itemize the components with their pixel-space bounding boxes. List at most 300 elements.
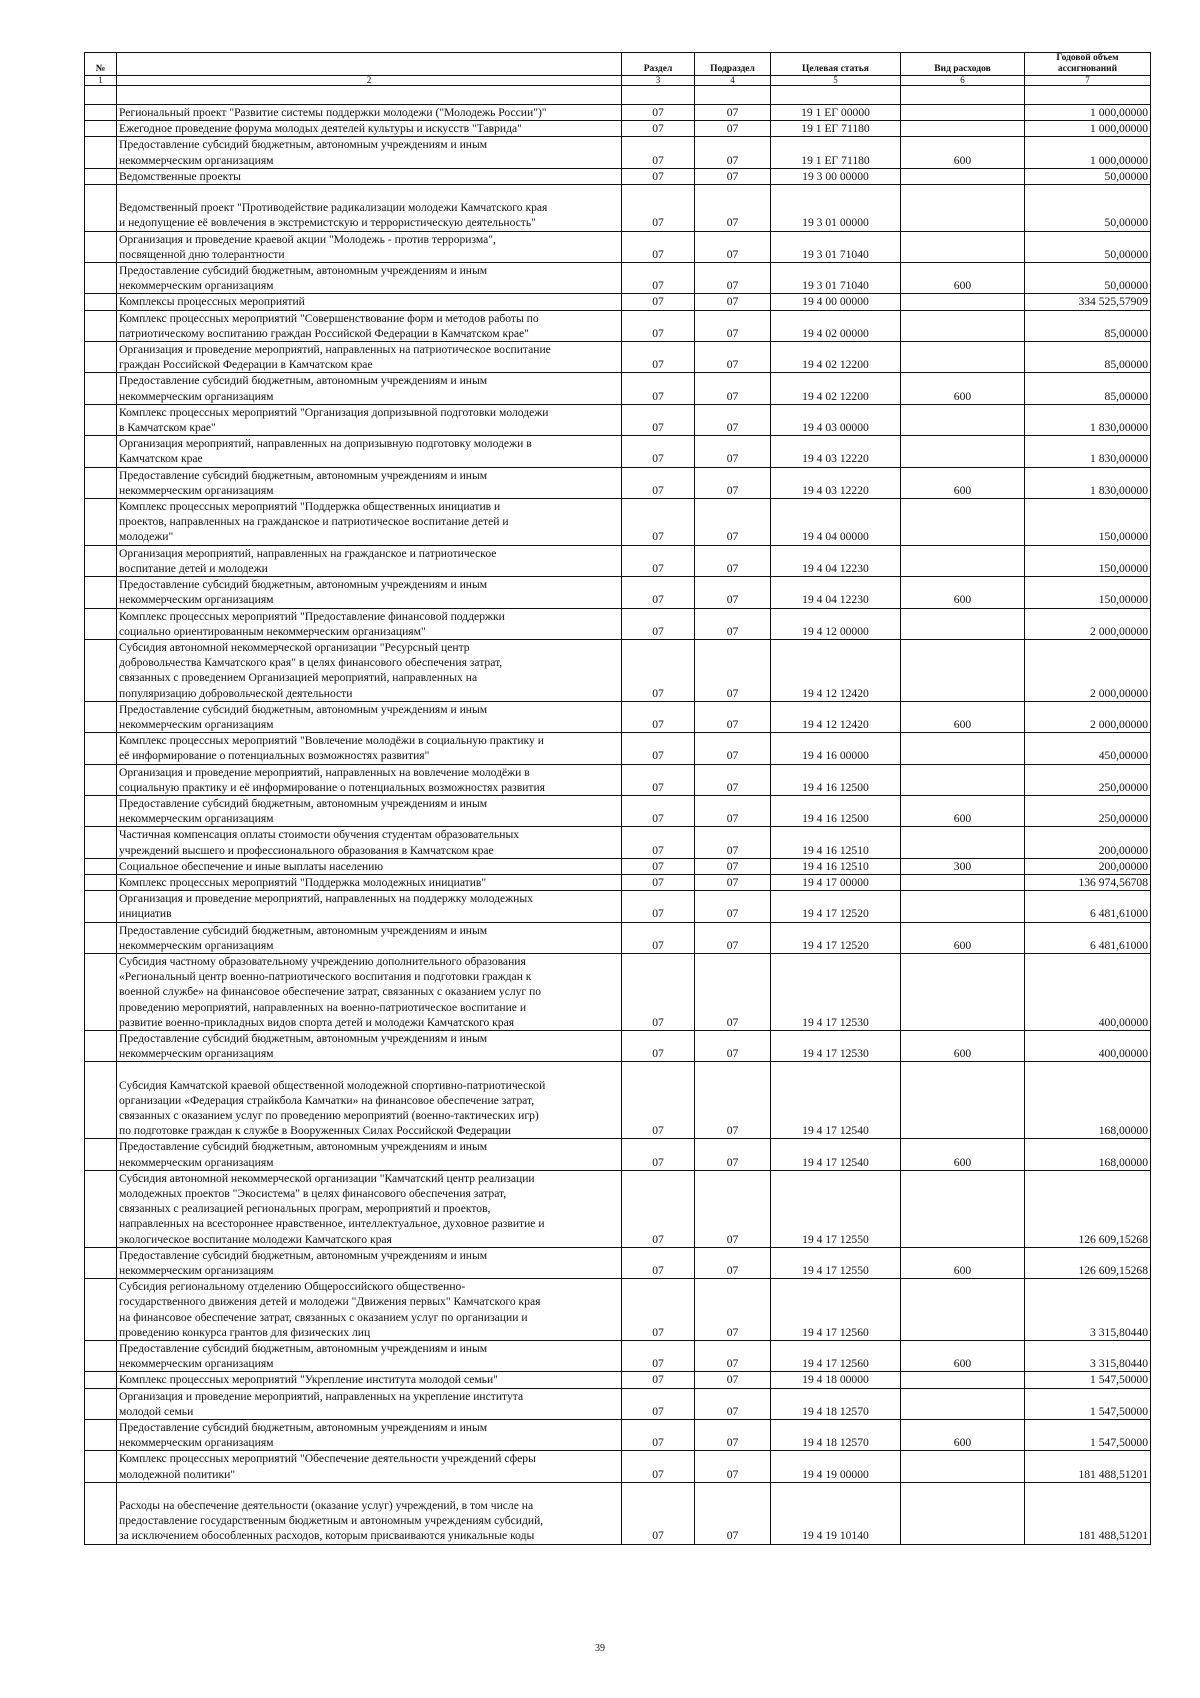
row-podrazdel-cell: 07 [695,1372,771,1388]
row-name-cell: Комплекс процессных мероприятий "Совершенствование форм и методов работы по патриотическому воспитанию граждан Российской Федерации в Камчатском крае" [117,310,622,341]
row-vid-cell [901,231,1025,262]
row-vid-cell [901,733,1025,764]
row-celevaya-cell: 19 4 17 12560 [771,1341,901,1372]
row-razdel-cell: 07 [622,1372,695,1388]
row-podrazdel-cell: 07 [695,105,771,121]
table-row [85,1341,1151,1372]
row-podrazdel-cell: 07 [695,373,771,404]
row-podrazdel-cell: 07 [695,577,771,608]
row-sum-cell: 85,00000 [1025,310,1151,341]
row-name-cell: Комплексы процессных мероприятий [117,294,622,310]
row-celevaya-cell: 19 3 01 71040 [771,231,901,262]
row-celevaya-cell: 19 4 16 12500 [771,764,901,795]
row-razdel-cell: 07 [622,874,695,890]
row-razdel-cell: 07 [622,1420,695,1451]
row-name-cell: Предоставление субсидий бюджетным, автономным учреждениям и иным некоммерческим организациям [117,922,622,953]
row-celevaya-cell: 19 4 17 12540 [771,1062,901,1139]
row-number-cell [85,121,117,137]
row-number-cell [85,168,117,184]
row-name-cell: Региональный проект "Развитие системы поддержки молодежи ("Молодежь России")" [117,105,622,121]
row-razdel-cell: 07 [622,953,695,1030]
table-row [85,1170,1151,1247]
row-sum-cell: 400,00000 [1025,953,1151,1030]
row-razdel-cell: 07 [622,499,695,546]
row-sum-cell: 200,00000 [1025,827,1151,858]
row-celevaya-cell: 19 4 04 12230 [771,577,901,608]
table-row [85,639,1151,701]
row-name-cell: Организация и проведение мероприятий, направленных на поддержку молодежных инициатив [117,891,622,922]
row-number-cell [85,404,117,435]
row-number-cell [85,373,117,404]
row-vid-cell [901,499,1025,546]
row-razdel-cell: 07 [622,1451,695,1482]
row-podrazdel-cell: 07 [695,1279,771,1341]
table-row [85,499,1151,546]
row-razdel-cell: 07 [622,105,695,121]
row-razdel-cell: 07 [622,1170,695,1247]
table-row [85,1451,1151,1482]
column-number: 4 [695,76,771,86]
row-sum-cell: 50,00000 [1025,185,1151,232]
row-sum-cell: 181 488,51201 [1025,1482,1151,1544]
row-razdel-cell: 07 [622,827,695,858]
row-razdel-cell: 07 [622,294,695,310]
row-podrazdel-cell: 07 [695,404,771,435]
row-name-cell: Комплекс процессных мероприятий "Вовлечение молодёжи в социальную практику и её информирование о потенциальных возможностях развития" [117,733,622,764]
row-number-cell [85,1139,117,1170]
row-sum-cell: 85,00000 [1025,373,1151,404]
row-podrazdel-cell: 07 [695,922,771,953]
row-celevaya-cell: 19 4 18 12570 [771,1420,901,1451]
row-number-cell [85,105,117,121]
table-row [85,310,1151,341]
row-number-cell [85,342,117,373]
table-row [85,577,1151,608]
row-podrazdel-cell: 07 [695,1062,771,1139]
row-sum-cell: 150,00000 [1025,499,1151,546]
row-celevaya-cell: 19 4 17 12540 [771,1139,901,1170]
row-sum-cell: 1 000,00000 [1025,121,1151,137]
budget-sheet [84,52,1150,1545]
row-vid-cell [901,185,1025,232]
row-number-cell [85,1279,117,1341]
row-celevaya-cell: 19 1 ЕГ 71180 [771,137,901,168]
row-number-cell [85,185,117,232]
row-sum-cell: 50,00000 [1025,263,1151,294]
row-vid-cell [901,1451,1025,1482]
row-celevaya-cell: 19 4 19 10140 [771,1482,901,1544]
row-name-cell: Комплекс процессных мероприятий "Обеспечение деятельности учреждений сферы молодежной политики" [117,1451,622,1482]
row-sum-cell: 1 830,00000 [1025,404,1151,435]
row-podrazdel-cell: 07 [695,1139,771,1170]
row-sum-cell: 2 000,00000 [1025,608,1151,639]
row-razdel-cell: 07 [622,121,695,137]
row-name-cell: Комплекс процессных мероприятий "Поддержка общественных инициатив и проектов, направленных на гражданское и патриотическое воспитание детей и молодежи" [117,499,622,546]
row-celevaya-cell: 19 4 03 12220 [771,467,901,498]
row-razdel-cell: 07 [622,1062,695,1139]
row-sum-cell: 1 547,50000 [1025,1388,1151,1419]
row-celevaya-cell: 19 4 16 12510 [771,827,901,858]
row-name-cell: Субсидия частному образовательному учреждению дополнительного образования «Региональный центр военно-патриотического воспитания и подготовки граждан к военной службе» на финансовое обеспечение затрат, связанных с оказанием услуг по проведению мероприятий, направленных на военно-патриотическое воспитание и развитие военно-прикладных видов спорта детей и молодежи Камчатского края [117,953,622,1030]
table-row [85,436,1151,467]
row-podrazdel-cell: 07 [695,168,771,184]
row-podrazdel-cell: 07 [695,1482,771,1544]
row-sum-cell: 136 974,56708 [1025,874,1151,890]
table-row [85,168,1151,184]
row-podrazdel-cell: 07 [695,858,771,874]
row-razdel-cell: 07 [622,764,695,795]
row-podrazdel-cell: 07 [695,874,771,890]
row-name-cell: Организация и проведение краевой акции "Молодежь - против терроризма", посвященной дню толерантности [117,231,622,262]
row-razdel-cell: 07 [622,185,695,232]
row-sum-cell: 250,00000 [1025,764,1151,795]
row-sum-cell: 85,00000 [1025,342,1151,373]
row-sum-cell: 450,00000 [1025,733,1151,764]
row-name-cell: Ведомственный проект "Противодействие радикализации молодежи Камчатского края и недопущение её вовлечения в экстремистскую и террористическую деятельность" [117,185,622,232]
row-razdel-cell: 07 [622,858,695,874]
row-celevaya-cell: 19 4 03 00000 [771,404,901,435]
row-number-cell [85,137,117,168]
row-razdel-cell: 07 [622,1279,695,1341]
row-celevaya-cell: 19 4 17 12530 [771,1030,901,1061]
row-number-cell [85,310,117,341]
table-row [85,373,1151,404]
row-podrazdel-cell: 07 [695,701,771,732]
row-name-cell: Частичная компенсация оплаты стоимости обучения студентам образовательных учреждений высшего и профессионального образования в Камчатском крае [117,827,622,858]
table-row [85,1030,1151,1061]
row-sum-cell: 1 000,00000 [1025,137,1151,168]
row-razdel-cell: 07 [622,342,695,373]
row-razdel-cell: 07 [622,701,695,732]
row-vid-cell [901,168,1025,184]
table-row [85,874,1151,890]
row-name-cell: Комплекс процессных мероприятий "Организация допризывной подготовки молодежи в Камчатском крае" [117,404,622,435]
row-sum-cell: 126 609,15268 [1025,1170,1151,1247]
table-row [85,467,1151,498]
row-vid-cell [901,764,1025,795]
row-celevaya-cell: 19 4 17 12520 [771,891,901,922]
row-sum-cell: 126 609,15268 [1025,1247,1151,1278]
row-vid-cell: 600 [901,467,1025,498]
row-podrazdel-cell: 07 [695,121,771,137]
header-razdel: Раздел [622,53,695,76]
row-vid-cell [901,294,1025,310]
budget-table [84,52,1151,1545]
column-number: 6 [901,76,1025,86]
row-celevaya-cell: 19 3 01 71040 [771,263,901,294]
row-razdel-cell: 07 [622,1341,695,1372]
header-name [117,53,622,76]
row-razdel-cell: 07 [622,373,695,404]
table-row [85,545,1151,576]
row-number-cell [85,1062,117,1139]
row-podrazdel-cell: 07 [695,294,771,310]
table-row [85,137,1151,168]
row-razdel-cell: 07 [622,922,695,953]
row-podrazdel-cell: 07 [695,231,771,262]
row-razdel-cell: 07 [622,168,695,184]
row-vid-cell [901,1482,1025,1544]
row-number-cell [85,1247,117,1278]
row-podrazdel-cell: 07 [695,891,771,922]
row-vid-cell [901,891,1025,922]
row-celevaya-cell: 19 4 16 12510 [771,858,901,874]
header-godovoy-obem: Годовой объем ассигнований [1025,53,1151,76]
row-podrazdel-cell: 07 [695,1341,771,1372]
row-celevaya-cell: 19 4 16 12500 [771,795,901,826]
row-number-cell [85,467,117,498]
row-razdel-cell: 07 [622,545,695,576]
row-celevaya-cell: 19 4 02 12200 [771,342,901,373]
row-number-cell [85,874,117,890]
column-number: 7 [1025,76,1151,86]
column-number-row [85,76,1151,86]
row-razdel-cell: 07 [622,577,695,608]
row-name-cell: Социальное обеспечение и иные выплаты населению [117,858,622,874]
spacer-row [85,86,1151,105]
column-number: 3 [622,76,695,86]
row-name-cell: Предоставление субсидий бюджетным, автономным учреждениям и иным некоммерческим организациям [117,795,622,826]
table-row [85,1372,1151,1388]
row-razdel-cell: 07 [622,608,695,639]
row-vid-cell: 600 [901,373,1025,404]
row-podrazdel-cell: 07 [695,137,771,168]
row-celevaya-cell: 19 4 16 00000 [771,733,901,764]
row-celevaya-cell: 19 4 00 00000 [771,294,901,310]
table-row [85,1279,1151,1341]
row-razdel-cell: 07 [622,137,695,168]
row-number-cell [85,795,117,826]
column-number: 1 [85,76,117,86]
row-number-cell [85,499,117,546]
row-podrazdel-cell: 07 [695,263,771,294]
table-row [85,231,1151,262]
row-razdel-cell: 07 [622,1388,695,1419]
row-vid-cell: 300 [901,858,1025,874]
row-number-cell [85,1341,117,1372]
table-row [85,105,1151,121]
header-celevaya-statya: Целевая статья [771,53,901,76]
row-name-cell: Организация и проведение мероприятий, направленных на патриотическое воспитание граждан Российской Федерации в Камчатском крае [117,342,622,373]
table-row [85,608,1151,639]
table-row [85,795,1151,826]
row-celevaya-cell: 19 4 02 12200 [771,373,901,404]
row-podrazdel-cell: 07 [695,1030,771,1061]
table-row [85,263,1151,294]
row-number-cell [85,545,117,576]
header-podrazdel: Подраздел [695,53,771,76]
row-podrazdel-cell: 07 [695,764,771,795]
row-razdel-cell: 07 [622,1139,695,1170]
row-celevaya-cell: 19 4 04 00000 [771,499,901,546]
row-name-cell: Ведомственные проекты [117,168,622,184]
row-name-cell: Предоставление субсидий бюджетным, автономным учреждениям и иным некоммерческим организациям [117,1341,622,1372]
row-number-cell [85,436,117,467]
row-celevaya-cell: 19 4 17 00000 [771,874,901,890]
row-vid-cell: 600 [901,577,1025,608]
row-vid-cell [901,1279,1025,1341]
row-name-cell: Организация и проведение мероприятий, направленных на укрепление института молодой семьи [117,1388,622,1419]
row-sum-cell: 400,00000 [1025,1030,1151,1061]
row-vid-cell: 600 [901,1030,1025,1061]
table-row [85,858,1151,874]
row-name-cell: Субсидия Камчатской краевой общественной молодежной спортивно-патриотической организации «Федерация страйкбола Камчатки» на финансовое обеспечение затрат, связанных с оказанием услуг по проведению мероприятий (военно-тактических игр) по подготовке граждан к службе в Вооруженных Силах Российской Федерации [117,1062,622,1139]
row-podrazdel-cell: 07 [695,1451,771,1482]
row-vid-cell [901,121,1025,137]
row-podrazdel-cell: 07 [695,499,771,546]
row-vid-cell: 600 [901,701,1025,732]
row-number-cell [85,231,117,262]
row-number-cell [85,639,117,701]
row-celevaya-cell: 19 4 17 12530 [771,953,901,1030]
row-celevaya-cell: 19 4 02 00000 [771,310,901,341]
table-row [85,764,1151,795]
row-number-cell [85,1372,117,1388]
row-name-cell: Организация мероприятий, направленных на допризывную подготовку молодежи в Камчатском крае [117,436,622,467]
row-name-cell: Предоставление субсидий бюджетным, автономным учреждениям и иным некоммерческим организациям [117,1030,622,1061]
row-sum-cell: 150,00000 [1025,577,1151,608]
table-row [85,701,1151,732]
row-name-cell: Предоставление субсидий бюджетным, автономным учреждениям и иным некоммерческим организациям [117,373,622,404]
row-vid-cell [901,953,1025,1030]
table-row [85,404,1151,435]
row-vid-cell [901,545,1025,576]
row-celevaya-cell: 19 3 01 00000 [771,185,901,232]
row-vid-cell: 600 [901,137,1025,168]
row-vid-cell [901,436,1025,467]
row-sum-cell: 50,00000 [1025,231,1151,262]
row-sum-cell: 3 315,80440 [1025,1279,1151,1341]
row-number-cell [85,1030,117,1061]
row-sum-cell: 1 547,50000 [1025,1372,1151,1388]
row-name-cell: Предоставление субсидий бюджетным, автономным учреждениям и иным некоммерческим организациям [117,1139,622,1170]
row-razdel-cell: 07 [622,639,695,701]
row-razdel-cell: 07 [622,436,695,467]
row-celevaya-cell: 19 4 12 12420 [771,639,901,701]
table-body [85,86,1151,1545]
header-vid-raskhodov: Вид расходов [901,53,1025,76]
table-row [85,953,1151,1030]
row-podrazdel-cell: 07 [695,795,771,826]
row-name-cell: Предоставление субсидий бюджетным, автономным учреждениям и иным некоммерческим организациям [117,137,622,168]
row-name-cell: Комплекс процессных мероприятий "Предоставление финансовой поддержки социально ориентированным некоммерческим организациям" [117,608,622,639]
row-name-cell: Комплекс процессных мероприятий "Укрепление института молодой семьи" [117,1372,622,1388]
row-number-cell [85,1451,117,1482]
row-sum-cell: 50,00000 [1025,168,1151,184]
row-celevaya-cell: 19 4 18 00000 [771,1372,901,1388]
row-name-cell: Ежегодное проведение форума молодых деятелей культуры и искусств "Таврида" [117,121,622,137]
row-vid-cell: 600 [901,263,1025,294]
row-razdel-cell: 07 [622,733,695,764]
table-row [85,1139,1151,1170]
header-num: № [85,53,117,76]
row-razdel-cell: 07 [622,404,695,435]
row-celevaya-cell: 19 4 19 00000 [771,1451,901,1482]
row-sum-cell: 250,00000 [1025,795,1151,826]
row-vid-cell [901,639,1025,701]
row-number-cell [85,1420,117,1451]
row-podrazdel-cell: 07 [695,1247,771,1278]
row-razdel-cell: 07 [622,467,695,498]
row-name-cell: Субсидия автономной некоммерческой организации "Камчатский центр реализации молодежных проектов "Экосистема" в целях финансового обеспечения затрат, связанных с реализацией региональных програм, мероприятий и проектов, направленных на всестороннее нравственное, интеллектуальное, духовное развитие и экологическое воспитание молодежи Камчатского края [117,1170,622,1247]
row-sum-cell: 150,00000 [1025,545,1151,576]
row-vid-cell [901,874,1025,890]
row-razdel-cell: 07 [622,891,695,922]
row-name-cell: Организация и проведение мероприятий, направленных на вовлечение молодёжи в социальную практику и её информирование о потенциальных возможностях развития [117,764,622,795]
row-number-cell [85,1482,117,1544]
row-celevaya-cell: 19 4 12 12420 [771,701,901,732]
row-name-cell: Предоставление субсидий бюджетным, автономным учреждениям и иным некоммерческим организациям [117,1247,622,1278]
row-name-cell: Расходы на обеспечение деятельности (оказание услуг) учреждений, в том числе на предоставление государственным бюджетным и автономным учреждениям субсидий, за исключением обособленных расходов, которым присваиваются уникальные коды [117,1482,622,1544]
table-row [85,1062,1151,1139]
row-number-cell [85,733,117,764]
row-number-cell [85,608,117,639]
row-sum-cell: 334 525,57909 [1025,294,1151,310]
row-celevaya-cell: 19 4 17 12550 [771,1170,901,1247]
row-podrazdel-cell: 07 [695,733,771,764]
row-sum-cell: 6 481,61000 [1025,891,1151,922]
row-razdel-cell: 07 [622,1030,695,1061]
row-podrazdel-cell: 07 [695,185,771,232]
row-celevaya-cell: 19 3 00 00000 [771,168,901,184]
row-razdel-cell: 07 [622,231,695,262]
row-vid-cell [901,105,1025,121]
row-name-cell: Предоставление субсидий бюджетным, автономным учреждениям и иным некоммерческим организациям [117,263,622,294]
table-row [85,185,1151,232]
row-name-cell: Субсидия региональному отделению Общероссийского общественно- государственного движения детей и молодежи "Движения первых" Камчатского края на финансовое обеспечение затрат, связанных с оказанием услуг по организации и проведению конкурса грантов для физических лиц [117,1279,622,1341]
header-row [85,53,1151,76]
row-name-cell: Субсидия автономной некоммерческой организации "Ресурсный центр добровольчества Камчатского края" в целях финансового обеспечения затрат, связанных с проведением Организацией мероприятий, направленных на популяризацию добровольческой деятельности [117,639,622,701]
table-row [85,1420,1151,1451]
row-name-cell: Предоставление субсидий бюджетным, автономным учреждениям и иным некоммерческим организациям [117,467,622,498]
row-celevaya-cell: 19 4 03 12220 [771,436,901,467]
row-razdel-cell: 07 [622,1482,695,1544]
row-name-cell: Предоставление субсидий бюджетным, автономным учреждениям и иным некоммерческим организациям [117,1420,622,1451]
row-celevaya-cell: 19 4 18 12570 [771,1388,901,1419]
row-vid-cell: 600 [901,1341,1025,1372]
row-podrazdel-cell: 07 [695,1420,771,1451]
row-vid-cell [901,404,1025,435]
row-name-cell: Организация мероприятий, направленных на гражданское и патриотическое воспитание детей и молодежи [117,545,622,576]
row-vid-cell [901,342,1025,373]
row-number-cell [85,701,117,732]
row-celevaya-cell: 19 1 ЕГ 71180 [771,121,901,137]
row-sum-cell: 1 000,00000 [1025,105,1151,121]
row-razdel-cell: 07 [622,310,695,341]
row-sum-cell: 200,00000 [1025,858,1151,874]
row-number-cell [85,764,117,795]
column-number: 2 [117,76,622,86]
row-number-cell [85,1170,117,1247]
row-sum-cell: 2 000,00000 [1025,701,1151,732]
row-vid-cell: 600 [901,1420,1025,1451]
row-vid-cell [901,1170,1025,1247]
row-podrazdel-cell: 07 [695,545,771,576]
column-number: 5 [771,76,901,86]
row-celevaya-cell: 19 4 17 12550 [771,1247,901,1278]
row-sum-cell: 181 488,51201 [1025,1451,1151,1482]
row-sum-cell: 168,00000 [1025,1062,1151,1139]
row-number-cell [85,858,117,874]
row-name-cell: Предоставление субсидий бюджетным, автономным учреждениям и иным некоммерческим организациям [117,701,622,732]
row-vid-cell [901,1062,1025,1139]
row-vid-cell: 600 [901,1139,1025,1170]
row-number-cell [85,577,117,608]
row-number-cell [85,891,117,922]
row-celevaya-cell: 19 4 17 12520 [771,922,901,953]
row-podrazdel-cell: 07 [695,1170,771,1247]
row-name-cell: Предоставление субсидий бюджетным, автономным учреждениям и иным некоммерческим организациям [117,577,622,608]
